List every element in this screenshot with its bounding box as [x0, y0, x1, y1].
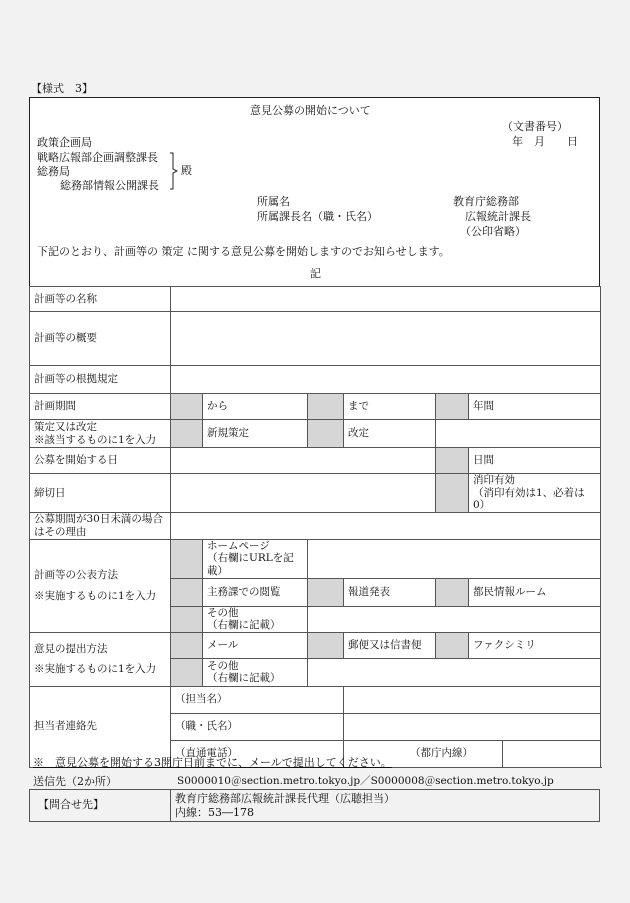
input-summary[interactable] — [171, 312, 601, 366]
inquiry-line1: 教育庁総務部広報統計課長代理（広聴担当） — [175, 792, 395, 805]
table-row — [30, 394, 601, 420]
input-homepage[interactable] — [171, 539, 203, 578]
input-room[interactable] — [436, 578, 469, 606]
input-basis[interactable] — [171, 366, 601, 394]
label-summary: 計画等の概要 — [30, 312, 171, 366]
period-to-text: まで — [344, 394, 436, 420]
honorific: 殿 — [181, 164, 192, 177]
form-label: 【様式 3】 — [31, 82, 93, 95]
input-contact-person[interactable] — [344, 686, 601, 713]
label-submit — [30, 632, 171, 686]
input-days[interactable] — [436, 448, 469, 474]
recipient-3: 総務局 — [37, 165, 70, 178]
brace-mark — [170, 152, 178, 190]
revision-empty — [436, 420, 601, 448]
recipient-1: 政策企画局 — [37, 136, 92, 149]
input-contact-ext[interactable] — [503, 740, 601, 767]
input-homepage-url[interactable] — [308, 539, 601, 578]
table-row — [30, 287, 601, 312]
input-new[interactable] — [171, 420, 203, 448]
input-period-from[interactable] — [171, 394, 203, 420]
homepage-note: （右欄にURLを記載） — [207, 552, 294, 577]
footer-note: ※ 意見公募を開始する3開庁日前までに、メールで提出してください。 — [33, 756, 392, 769]
sender-dept: 所属名 — [257, 195, 290, 208]
form-table — [29, 286, 601, 768]
table-row — [30, 512, 601, 539]
days-text: 日間 — [469, 448, 601, 474]
label-period: 計画期間 — [30, 394, 171, 420]
label-deadline: 締切日 — [30, 474, 171, 513]
input-deadline[interactable] — [171, 474, 436, 513]
input-revise[interactable] — [308, 420, 344, 448]
label-revision — [30, 420, 171, 448]
input-publish-other-detail[interactable] — [308, 606, 601, 632]
inquiry-divider — [170, 789, 171, 822]
doc-number: （文書番号） — [502, 120, 568, 133]
period-from-text: から — [203, 394, 308, 420]
room-text: 都民情報ルーム — [469, 578, 601, 606]
fax-text: ファクシミリ — [469, 632, 601, 658]
input-browse[interactable] — [171, 578, 203, 606]
sender-head: 所属課長名（職・氏名） — [257, 210, 378, 223]
label-start-day: 公募を開始する日 — [30, 448, 171, 474]
submit-other-text: その他 — [207, 659, 239, 672]
label-basis: 計画等の根拠規定 — [30, 366, 171, 394]
sender-seal: （公印省略） — [460, 225, 526, 238]
press-text: 報道発表 — [344, 578, 436, 606]
label-contact: 担当者連絡先 — [30, 686, 171, 767]
label-name: 計画等の名称 — [30, 287, 171, 312]
revision-note: ※該当するものに1を入力 — [34, 433, 157, 446]
input-submit-other-detail[interactable] — [308, 658, 601, 686]
revise-text: 改定 — [344, 420, 436, 448]
postmark-note: （消印有効は1、必着は0） — [473, 486, 585, 512]
input-period-years[interactable] — [436, 394, 469, 420]
sender-section: 広報統計課長 — [465, 210, 531, 223]
input-press[interactable] — [308, 578, 344, 606]
contact-ext: （都庁内線） — [344, 740, 503, 767]
sender-org: 教育庁総務部 — [453, 195, 519, 208]
contact-person: （担当名） — [171, 686, 344, 713]
submit-other-note: （右欄に記載） — [207, 672, 281, 685]
publish-other-cell — [203, 606, 308, 632]
publish-note: ※実施するものに1を入力 — [34, 589, 157, 602]
label-reason: 公募期間が30日未満の場合はその理由 — [30, 512, 171, 539]
browse-text: 主務課での閲覧 — [203, 578, 308, 606]
table-row — [30, 420, 601, 448]
recipient-4: 総務部情報公開課長 — [60, 179, 159, 192]
submit-other-cell — [203, 658, 308, 686]
input-fax[interactable] — [436, 632, 469, 658]
period-years-text: 年間 — [469, 394, 601, 420]
publish-label: 計画等の公表方法 — [34, 569, 118, 582]
mail-text: メール — [203, 632, 308, 658]
inquiry-line2: 内線：53―178 — [175, 806, 254, 819]
input-name[interactable] — [171, 287, 601, 312]
revision-label: 策定又は改定 — [34, 420, 97, 433]
doc-title: 意見公募の開始について — [250, 104, 371, 117]
input-postmark[interactable] — [436, 474, 469, 513]
dest-label: 送信先（2か所） — [33, 775, 117, 788]
inquiry-label: 【問合せ先】 — [38, 798, 104, 811]
postmark-cell — [469, 474, 601, 513]
table-row — [30, 632, 601, 658]
ki-mark: 記 — [310, 267, 321, 280]
input-start-day[interactable] — [171, 448, 436, 474]
new-text: 新規策定 — [203, 420, 308, 448]
table-row — [30, 474, 601, 513]
input-reason[interactable] — [171, 512, 601, 539]
input-submit-other[interactable] — [171, 658, 203, 686]
table-row — [30, 539, 601, 578]
homepage-text: ホームページ — [207, 539, 270, 552]
input-contact-title[interactable] — [344, 713, 601, 740]
publish-other-note: （右欄に記載） — [207, 619, 281, 632]
dest-value: S0000010＠section.metro.tokyo.jp／S0000008＠section.metro.tokyo.jp — [177, 775, 554, 787]
postmark-text: 消印有効 — [473, 474, 515, 486]
intro-text: 下記のとおり、計画等の 策定 に関する意見公募を開始しますのでお知らせします。 — [37, 245, 450, 258]
post-text: 郵便又は信書便 — [344, 632, 436, 658]
input-mail[interactable] — [171, 632, 203, 658]
input-publish-other[interactable] — [171, 606, 203, 632]
date-line: 年 月 日 — [512, 135, 578, 148]
homepage-cell — [203, 539, 308, 578]
table-row — [30, 366, 601, 394]
submit-label: 意見の提出方法 — [34, 642, 108, 655]
label-publish — [30, 539, 171, 632]
recipient-2: 戦略広報部企画調整課長 — [37, 151, 158, 164]
publish-other-text: その他 — [207, 606, 239, 619]
contact-phone: （直通電話） — [171, 740, 344, 767]
input-post[interactable] — [308, 632, 344, 658]
table-row — [30, 686, 601, 713]
submit-note: ※実施するものに1を入力 — [34, 663, 157, 676]
contact-title: （職・氏名） — [171, 713, 344, 740]
table-row — [30, 448, 601, 474]
table-row — [30, 312, 601, 366]
input-period-to[interactable] — [308, 394, 344, 420]
